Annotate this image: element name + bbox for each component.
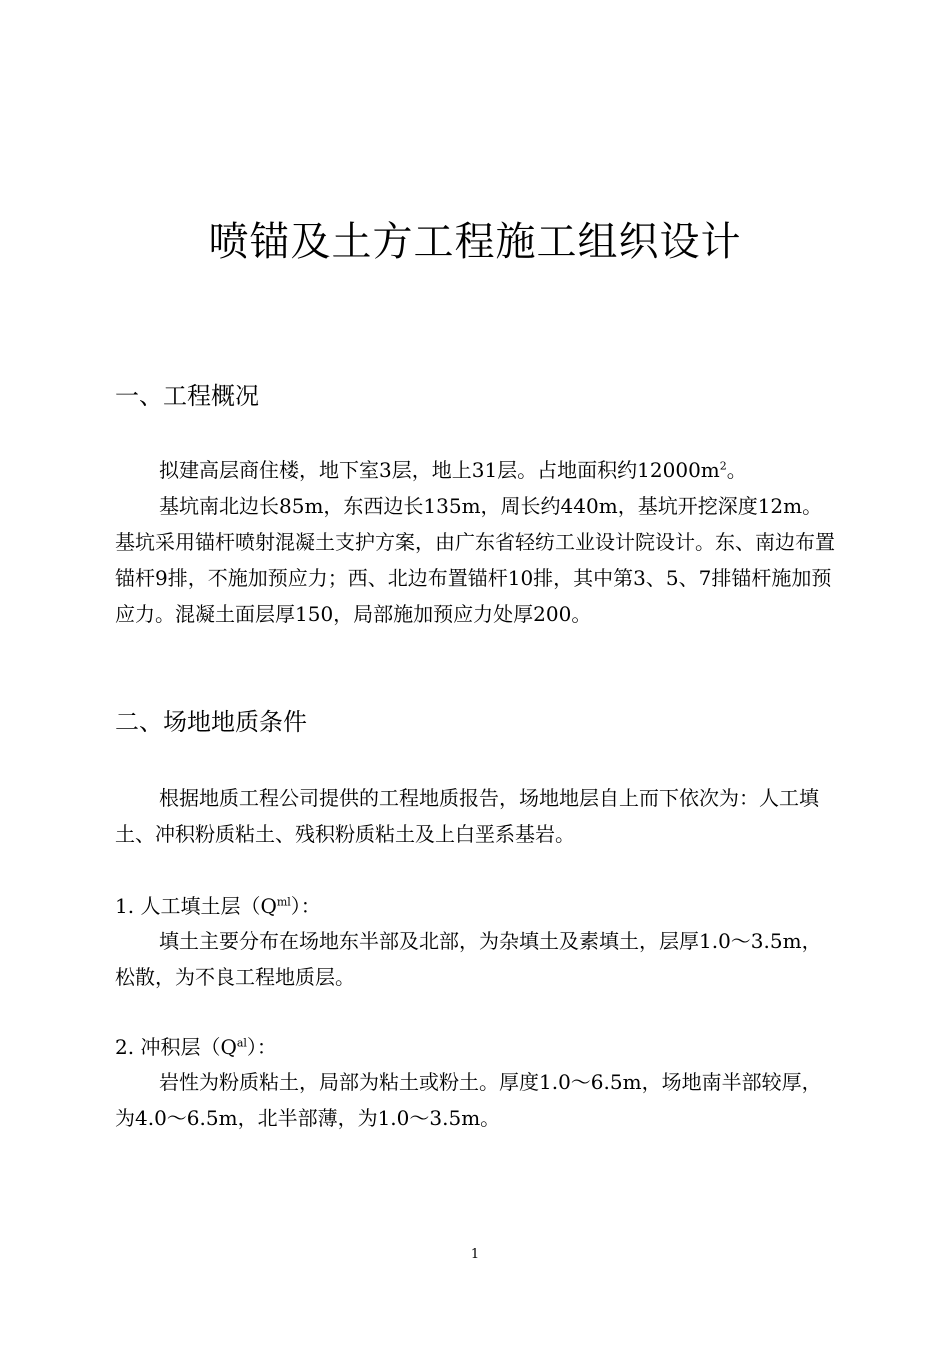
layer-1-body: [115, 923, 840, 995]
section-heading-geology: 二、场地地质条件: [115, 708, 307, 736]
document-title: 喷锚及土方工程施工组织设计: [208, 219, 742, 265]
layer-1-superscript: ml: [276, 895, 291, 909]
overview-paragraph-1-text: 拟建高层商住楼，地下室3层，地上31层。占地面积约12000m: [159, 458, 720, 482]
overview-body: [115, 452, 840, 632]
layer-2-label-tail: ）：: [246, 1035, 277, 1059]
geology-intro: [115, 780, 840, 852]
geology-intro-paragraph: 根据地质工程公司提供的工程地质报告，场地地层自上而下依次为：人工填土、冲积粉质粘土、残积粉质粘土及上白垩系基岩。: [115, 786, 819, 846]
overview-paragraph-2: 基坑南北边长85m，东西边长135m，周长约440m，基坑开挖深度12m。基坑采用锚杆喷射混凝土支护方案，由广东省轻纺工业设计院设计。东、南边布置锚杆9排，不施加预应力；西、北边布置锚杆10排，其中第3、5、7排锚杆施加预应力。混凝土面层厚150，局部施加预应力处厚200。: [115, 494, 835, 626]
layer-1-label-tail: ）：: [290, 894, 321, 918]
layer-1-paragraph: 填土主要分布在场地东半部及北部，为杂填土及素填土，层厚1.0～3.5m，松散，为不良工程地质层。: [115, 929, 822, 989]
layer-1-label-text: 1. 人工填土层（Q: [115, 894, 277, 918]
section-heading-overview: 一、工程概况: [115, 382, 259, 410]
layer-1-label: [115, 890, 321, 922]
overview-paragraph-1-tail: 。: [726, 458, 747, 482]
layer-2-label: [115, 1031, 277, 1063]
layer-2-label-text: 2. 冲积层（Q: [115, 1035, 237, 1059]
layer-2-body: [115, 1064, 840, 1136]
layer-2-superscript: al: [236, 1036, 247, 1050]
area-unit-superscript: 2: [719, 459, 727, 473]
overview-paragraph-1: [115, 452, 840, 488]
layer-2-paragraph: 岩性为粉质粘土，局部为粘土或粉土。厚度1.0～6.5m，场地南半部较厚，为4.0～6.5m，北半部薄，为1.0～3.5m。: [115, 1070, 822, 1130]
page-number: 1: [470, 1247, 480, 1262]
